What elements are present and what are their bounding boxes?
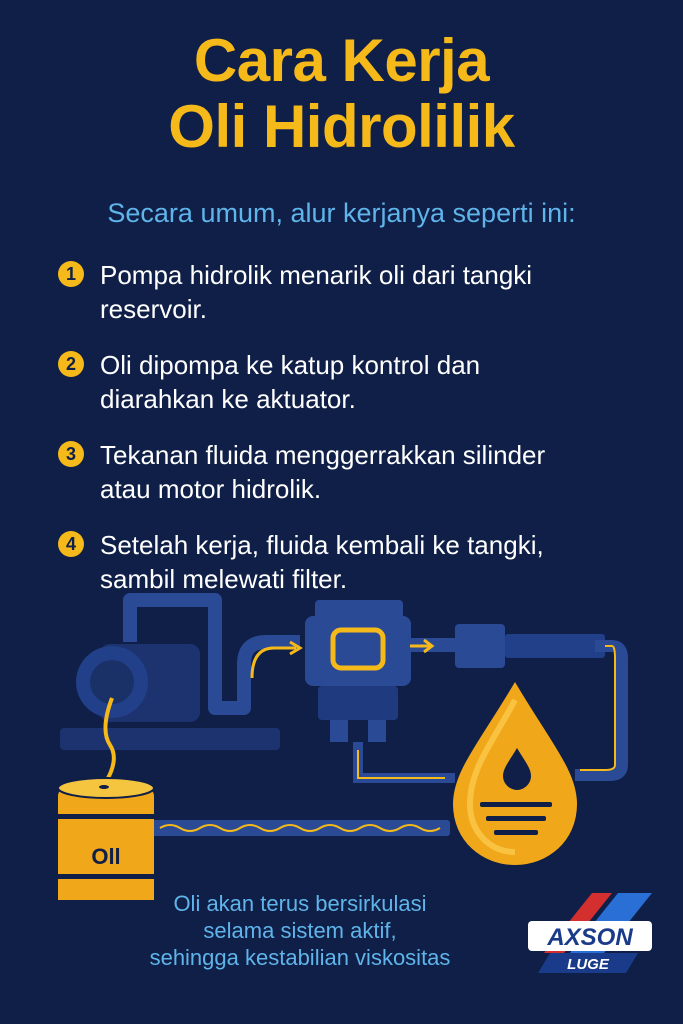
flow-line [580, 646, 615, 770]
step-number-badge: 3 [58, 441, 84, 467]
actuator-cylinder [455, 624, 505, 668]
step-text-line: sambil melewati filter. [100, 564, 348, 594]
control-valve [305, 616, 411, 686]
barrel-band [58, 874, 154, 879]
footnote-line: selama sistem aktif, [203, 918, 397, 943]
filter-line [494, 830, 538, 835]
title-line-2: Oli Hidrolilik [168, 93, 515, 160]
step-text-line: Setelah kerja, fluida kembali ke tangki, [100, 530, 544, 560]
step-text-line: Oli dipompa ke katup kontrol dan [100, 350, 481, 380]
subtitle: Secara umum, alur kerjanya seperti ini: [107, 198, 576, 228]
step-text-line: diarahkan ke aktuator. [100, 384, 356, 414]
filter-line [486, 816, 546, 821]
step-text-line: Tekanan fluida menggerrakkan silinder [100, 440, 546, 470]
step-text-line: atau motor hidrolik. [100, 474, 322, 504]
step-2 [58, 348, 658, 416]
flow-line [252, 648, 296, 678]
logo-text: AXSON [547, 924, 633, 951]
step-number-badge: 1 [58, 261, 84, 287]
step-text [100, 438, 545, 506]
logo-subtext: LUGE [567, 956, 609, 973]
step-3 [58, 438, 658, 506]
drain-pipe [358, 742, 455, 778]
step-text [100, 258, 532, 326]
axson-luge-logo [526, 893, 656, 983]
footnote [40, 890, 560, 971]
valve-body [318, 686, 398, 720]
step-text-line: Pompa hidrolik menarik oli dari tangki [100, 260, 533, 290]
footnote-line: Oli akan terus bersirkulasi [173, 891, 427, 916]
page-title [0, 28, 683, 160]
footnote-line: sehingga kestabilian viskositas [149, 945, 451, 970]
step-text [100, 348, 480, 416]
step-1 [58, 258, 658, 326]
barrel-band [58, 814, 154, 819]
valve-port [330, 720, 348, 742]
step-number-badge: 4 [58, 531, 84, 557]
pump-base [60, 728, 280, 750]
actuator-rod [505, 634, 605, 658]
steps-list [58, 258, 658, 618]
filter-line [480, 802, 552, 807]
title-line-1: Cara Kerja [193, 27, 490, 94]
pump-rotor [90, 660, 134, 704]
valve-port [368, 720, 386, 742]
step-number-badge: 2 [58, 351, 84, 377]
hydraulic-circuit-diagram [0, 580, 683, 900]
barrel-label: Oll [91, 844, 121, 869]
barrel-cap [99, 785, 109, 789]
step-text-line: reservoir. [100, 294, 207, 324]
